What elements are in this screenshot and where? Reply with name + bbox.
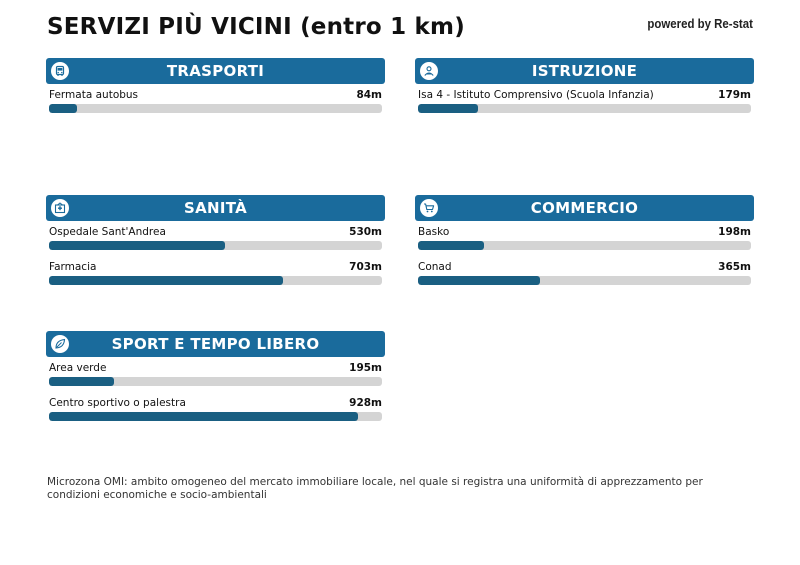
school-icon <box>420 62 438 80</box>
list-item <box>46 256 385 291</box>
item-distance: 84m <box>356 89 382 101</box>
footnote: Microzona OMI: ambito omogeneo del mercato immobiliare locale, nel quale si registra una uniformità di apprezzamento per condizioni economiche e socio-ambientali <box>47 476 703 501</box>
item-distance: 195m <box>349 362 382 374</box>
distance-bar-fill <box>418 276 540 285</box>
list-item <box>46 392 385 427</box>
page-title: SERVIZI PIÙ VICINI (entro 1 km) <box>47 14 465 40</box>
distance-bar-track <box>49 241 382 250</box>
item-name: Ospedale Sant'Andrea <box>49 226 166 238</box>
item-name: Centro sportivo o palestra <box>49 397 186 409</box>
section-title: COMMERCIO <box>530 199 639 217</box>
list-item <box>415 221 754 256</box>
item-name: Basko <box>418 226 450 238</box>
distance-bar-track <box>49 104 382 113</box>
distance-bar-fill <box>49 276 283 285</box>
section-trasporti <box>46 58 385 119</box>
list-item <box>46 357 385 392</box>
item-distance: 530m <box>349 226 382 238</box>
distance-bar-fill <box>418 104 478 113</box>
section-header-commercio <box>415 195 754 221</box>
section-header-istruzione <box>415 58 754 84</box>
section-header-trasporti <box>46 58 385 84</box>
item-distance: 198m <box>718 226 751 238</box>
item-distance: 365m <box>718 261 751 273</box>
hospital-icon <box>51 199 69 217</box>
distance-bar-track <box>49 412 382 421</box>
item-name: Area verde <box>49 362 107 374</box>
distance-bar-track <box>418 104 751 113</box>
distance-bar-track <box>418 241 751 250</box>
section-title: SANITÀ <box>183 199 248 217</box>
list-item <box>415 256 754 291</box>
bus-stop-icon <box>51 62 69 80</box>
section-commercio <box>415 195 754 291</box>
section-sport <box>46 331 385 427</box>
list-item <box>46 221 385 256</box>
leaf-icon <box>51 335 69 353</box>
distance-bar-fill <box>418 241 484 250</box>
item-name: Conad <box>418 261 452 273</box>
section-title: TRASPORTI <box>166 62 265 80</box>
distance-bar-fill <box>49 104 77 113</box>
distance-bar-track <box>49 377 382 386</box>
section-header-sport <box>46 331 385 357</box>
item-name: Fermata autobus <box>49 89 139 101</box>
item-name: Isa 4 - Istituto Comprensivo (Scuola Infanzia) <box>418 89 654 101</box>
list-item <box>415 84 754 119</box>
item-distance: 928m <box>349 397 382 409</box>
distance-bar-fill <box>49 377 114 386</box>
item-distance: 179m <box>718 89 751 101</box>
section-title: ISTRUZIONE <box>531 62 638 80</box>
shopping-cart-icon <box>420 199 438 217</box>
powered-by-label: powered by Re-stat <box>647 16 753 31</box>
distance-bar-track <box>49 276 382 285</box>
distance-bar-fill <box>49 412 358 421</box>
section-istruzione <box>415 58 754 119</box>
section-header-sanita <box>46 195 385 221</box>
distance-bar-track <box>418 276 751 285</box>
item-name: Farmacia <box>49 261 97 273</box>
item-distance: 703m <box>349 261 382 273</box>
distance-bar-fill <box>49 241 225 250</box>
section-title: SPORT E TEMPO LIBERO <box>111 335 320 353</box>
list-item <box>46 84 385 119</box>
section-sanita <box>46 195 385 291</box>
